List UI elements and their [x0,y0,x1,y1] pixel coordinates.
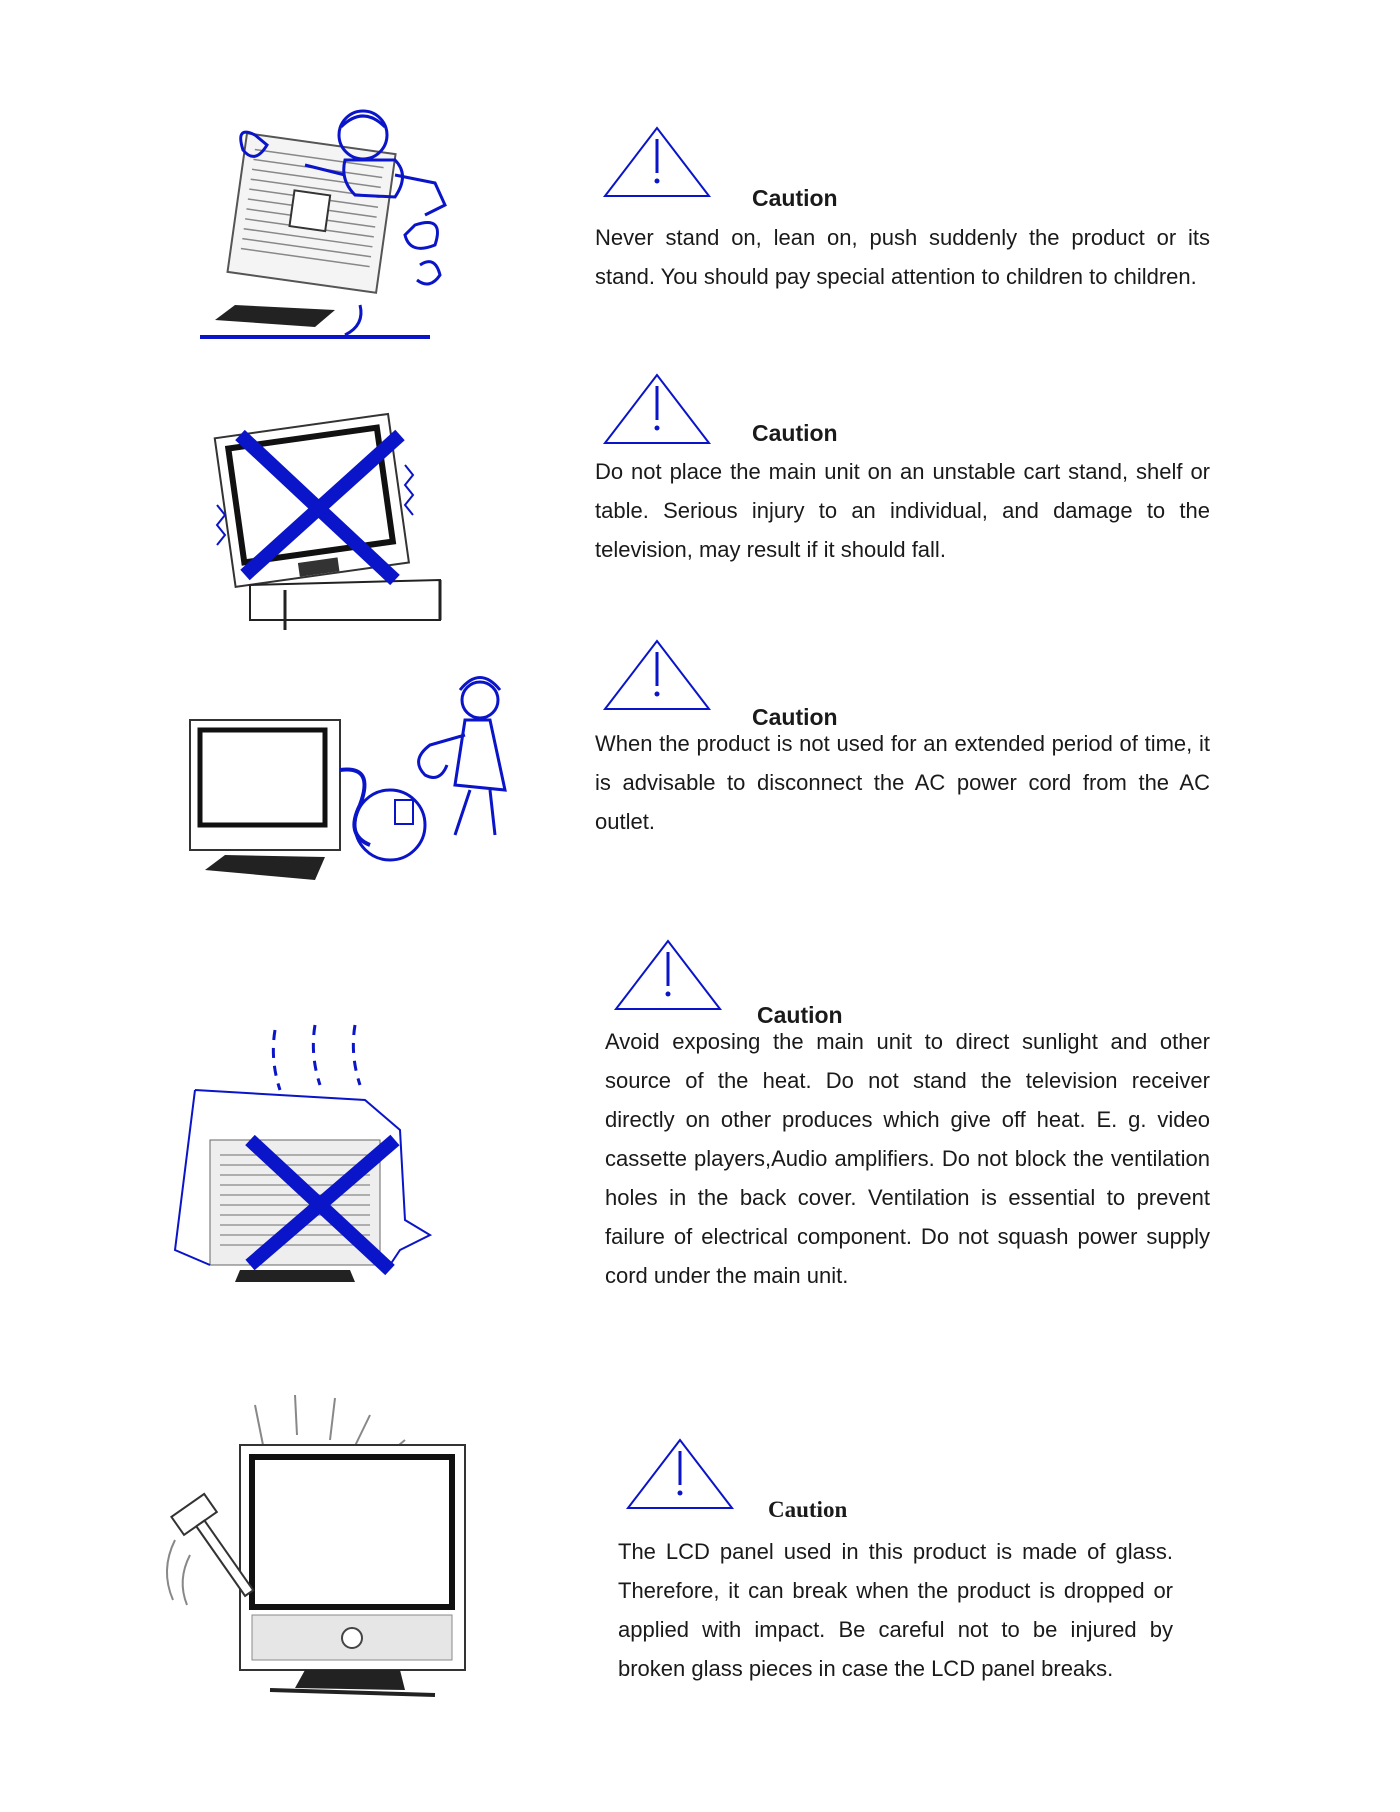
caution-heading: Caution [752,420,838,446]
caution-text: When the product is not used for an extended period of time, it is advisable to disconnect the AC power cord from the AC outlet. [595,731,1210,834]
unplug-power-cord-icon [185,665,525,890]
child-climbing-tv-icon [195,105,475,345]
caution-text: Avoid exposing the main unit to direct sunlight and other source of the heat. Do not stand the television receiver directly on other produces which give off heat. E. g. video cassette players,Audio amplifiers. Do not block the ventilation holes in the back cover. Ventilation is essential to prevent failure of electrical component. Do not squash power supply cord under the main unit. [605,1029,1210,1288]
tv-on-unstable-table-icon [205,395,455,630]
caution-heading: Caution [752,704,838,730]
covered-tv-overheating-icon [165,1020,445,1290]
warning-triangle-icon [625,1437,735,1512]
warning-triangle-icon [602,638,712,713]
warning-triangle-icon [602,372,712,447]
warning-triangle-icon [602,125,712,200]
hammer-hitting-lcd-icon [155,1390,475,1710]
caution-heading: Caution [757,1002,843,1028]
warning-triangle-icon [613,938,723,1013]
caution-text: Do not place the main unit on an unstable cart stand, shelf or table. Serious injury to an individual, and damage to the television, may result if it should fall. [595,459,1210,562]
caution-text: The LCD panel used in this product is made of glass. Therefore, it can break when the product is dropped or applied with impact. Be careful not to be injured by broken glass pieces in case the LCD panel breaks. [618,1539,1173,1681]
caution-heading: Caution [752,185,838,211]
caution-text: Never stand on, lean on, push suddenly the product or its stand. You should pay special attention to children to children. [595,225,1210,289]
caution-heading: Caution [768,1497,848,1522]
